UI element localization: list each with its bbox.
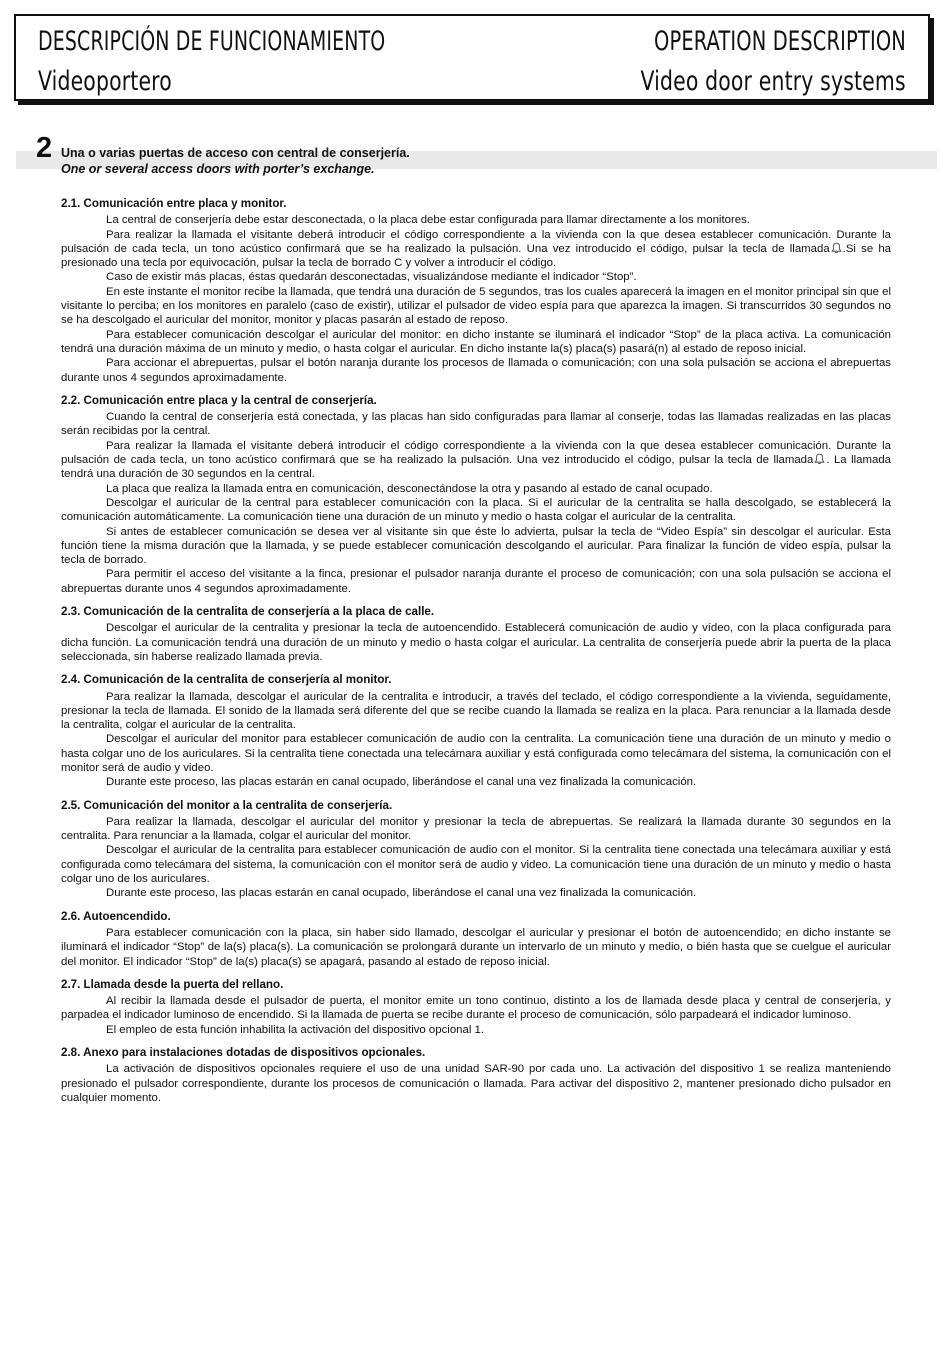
paragraph: La central de conserjería debe estar desconectada, o la placa debe estar configurada para llamar directamente a los monitores. bbox=[106, 214, 750, 227]
paragraph: Descolgar el auricular de la centralita y presionar la tecla de autoencendido. Establecerá comunicación de audio y vídeo, con la placa configurada para dicha función. La comunicación tendrá una duración de un minuto y medio o hasta colgar el auricular. La centralita de conserjería puede abrir la puerta de la placa seleccionada, sin haberse realizado llamada previa. bbox=[61, 622, 891, 663]
header-title-es: DESCRIPCIÓN DE FUNCIONAMIENTO bbox=[38, 26, 386, 57]
paragraph-text: Para realizar la llamada el visitante deberá introducir el código correspondiente a la vivienda con la que desea establecer comunicación. Durante la pulsación de cada tecla, un tono acústico confirmará que se ha realizado la pulsación. Una vez introducido el código, pulsar la tecla de llamada bbox=[61, 439, 891, 467]
paragraph: Para realizar la llamada, descolgar el auricular de la centralita e introducir, a través del teclado, el código correspondiente a la vivienda, seguidamente, presionar la tecla de llamada. El sonido de la llamada será diferente del que se recibe cuando la llamada se realiza en la placa. Para renunciar a la llamada desde la centralita, colgar el auricular de la centralita. bbox=[61, 690, 891, 732]
header-subtitle-es: Videoportero bbox=[38, 66, 172, 97]
header-subtitle-en: Video door entry systems bbox=[640, 66, 906, 97]
paragraph-text: Para realizar la llamada el visitante deberá introducir el código correspondiente a la vivienda con la que desea establecer comunicación. Durante la pulsación de cada tecla, un tono acústico confirmará que se ha realizado la pulsación. Una vez introducido el código, pulsar la tecla de llamada bbox=[61, 228, 891, 255]
paragraph-text: . La llamada tendrá una duración de 30 segundos en la central. bbox=[61, 454, 891, 481]
subsection-2-4 bbox=[61, 673, 891, 789]
header-title-en: OPERATION DESCRIPTION bbox=[654, 26, 906, 57]
paragraph: Si antes de establecer comunicación se desea ver al visitante sin que éste lo advierta, pulsar la tecla de “Video Espía” sin descolgar el auricular. Esta función tiene la misma duración que la llamada, y se puede establecer comunicación descolgando el auricular. Para finalizar la función de video espía, pulsar la tecla de borrado. bbox=[61, 525, 891, 567]
paragraph: Para realizar la llamada, descolgar el auricular del monitor y presionar la tecla de abrepuertas. Se realizará la llamada durante 30 segundos en la centralita. Para renunciar a la llamada, colgar el auricular del monitor. bbox=[61, 815, 891, 843]
paragraph: Cuando la central de conserjería está conectada, y las placas han sido configuradas para llamar al conserje, todas las llamadas realizadas en las placas serán recibidas por la central. bbox=[61, 411, 891, 438]
subsection-title: 2.7. Llamada desde la puerta del rellano. bbox=[61, 977, 284, 991]
paragraph-text: .Si se ha presionado una tecla por equivocación, pulsar la tecla de borrado C y volver a introducir el código. bbox=[61, 242, 891, 270]
paragraph: Para accionar el abrepuertas, pulsar el botón naranja durante los procesos de llamada o comunicación; con una sola pulsación se acciona el abrepuertas durante unos 4 segundos aproximadamente. bbox=[61, 357, 891, 384]
subsection-2-8 bbox=[61, 1046, 891, 1105]
subsection-title: 2.1. Comunicación entre placa y monitor. bbox=[61, 197, 287, 210]
paragraph: Durante este proceso, las placas estarán en canal ocupado, liberándose el canal una vez finalizada la comunicación. bbox=[106, 776, 697, 789]
subsection-2-3 bbox=[61, 605, 891, 664]
subsection-2-6 bbox=[61, 910, 891, 969]
subsection-title: 2.5. Comunicación del monitor a la centralita de conserjería. bbox=[61, 798, 393, 812]
paragraph: Para establecer comunicación con la placa, sin haber sido llamado, descolgar el auricular y presionar el botón de autoencendido; en dicho instante se iluminará el indicador “Stop” de la(s) placa(s). La comunicación se prolongará durante un intervarlo de un minuto y medio, o bién hasta que se cuelgue el auricular del monitor. El indicador “Stop” de la(s) placa(s) se apagará, pasando al estado de reposo inicial. bbox=[61, 926, 891, 968]
paragraph bbox=[61, 228, 891, 271]
subsection-2-1 bbox=[61, 197, 891, 385]
subsection-title: 2.6. Autoencendido. bbox=[61, 909, 171, 923]
section-title-es: Una o varias puertas de acceso con central de conserjería. bbox=[61, 146, 410, 160]
paragraph: La activación de dispositivos opcionales requiere el uso de una unidad SAR-90 por cada uno. La activación del dispositivo 1 se realiza manteniendo presionado el pulsador correspondiente, durante los procesos de comunicación o llamada. Para activar del dispositivo 2, mantener presionado dicho pulsador en cualquier momento. bbox=[61, 1063, 891, 1104]
bell-icon bbox=[814, 453, 825, 465]
section-title-en: One or several access doors with porter’s exchange. bbox=[61, 162, 375, 176]
document-body bbox=[61, 197, 891, 1105]
paragraph: La placa que realiza la llamada entra en comunicación, desconectándose la otra y pasando al estado de canal ocupado. bbox=[106, 482, 713, 495]
bell-icon bbox=[831, 242, 842, 254]
paragraph: En este instante el monitor recibe la llamada, que tendrá una duración de 5 segundos, tras los cuales aparecerá la imagen en el monitor principal sin que el visitante lo perciba; en los monitores en paralelo (caso de existir), utilizar el pulsador de video espía para que aparezca la imagen. Si transcurridos 30 segundos no se ha descolgado el auricular del monitor, monitor y placas pasarán al estado de reposo. bbox=[61, 285, 891, 327]
section-number: 2 bbox=[36, 132, 53, 164]
subsection-title: 2.8. Anexo para instalaciones dotadas de dispositivos opcionales. bbox=[61, 1046, 426, 1060]
paragraph bbox=[61, 439, 891, 482]
paragraph: Para permitir el acceso del visitante a la finca, presionar el pulsador naranja durante el proceso de comunicación; con una sola pulsación se acciona el abrepuertas durante unos 4 segundos aproximadamente. bbox=[61, 568, 891, 595]
page-header bbox=[14, 14, 930, 101]
subsection-title: 2.3. Comunicación de la centralita de conserjería a la placa de calle. bbox=[61, 605, 435, 619]
paragraph: Al recibir la llamada desde el pulsador de puerta, el monitor emite un tono continuo, distinto a los de llamada desde placa y central de conserjería, y parpadea el indicador luminoso de encendido. Si la llamada de puerta se recibe durante el proceso de comunicación, sólo parpadeará el indicador luminoso. bbox=[61, 995, 891, 1022]
paragraph: Descolgar el auricular de la centralita para establecer comunicación de audio con el monitor. Si la centralita tiene conectada una telecámara auxiliar y está configurada como telecámara del sistema, la comunicación con el monitor será de audio y video. La comunicación tiene una duración de un minuto y medio o hasta colgar uno de los auriculares. bbox=[61, 844, 891, 886]
paragraph: Durante este proceso, las placas estarán en canal ocupado, liberándose el canal una vez finalizada la comunicación. bbox=[106, 887, 697, 900]
subsection-2-5 bbox=[61, 799, 891, 901]
paragraph: Para establecer comunicación descolgar el auricular del monitor: en dicho instante se iluminará el indicador “Stop” de la placa activa. La comunicación tendrá una duración máxima de un minuto y medio, o hasta colgar el auricular. En dicho instante la(s) placa(s) pasará(n) al estado de reposo inicial. bbox=[61, 328, 891, 355]
subsection-title: 2.4. Comunicación de la centralita de conserjería al monitor. bbox=[61, 673, 392, 687]
subsection-title: 2.2. Comunicación entre placa y la central de conserjería. bbox=[61, 393, 377, 407]
paragraph: Caso de existir más placas, éstas quedarán desconectadas, visualizándose mediante el indicador “Stop”. bbox=[106, 271, 637, 284]
subsection-2-7 bbox=[61, 978, 891, 1037]
paragraph: El empleo de esta función inhabilita la activación del dispositivo opcional 1. bbox=[106, 1023, 485, 1036]
subsection-2-2 bbox=[61, 394, 891, 596]
paragraph: Descolgar el auricular de la central para establecer comunicación con la placa. Si el auricular de la centralita se halla descolgado, se establecerá la comunicación automáticamente. La comunicación tiene una duración de un minuto y medio o hasta colgar el auricular de la centralita. bbox=[61, 496, 891, 524]
paragraph: Descolgar el auricular del monitor para establecer comunicación de audio con la centralita. La comunicación tiene una duración de un minuto y medio o hasta colgar uno de los auriculares. Si la centralita tiene conectada una telecámara auxiliar y está configurada como telecámara del sistema, la comunicación con el monitor será de audio y video. bbox=[61, 733, 891, 774]
